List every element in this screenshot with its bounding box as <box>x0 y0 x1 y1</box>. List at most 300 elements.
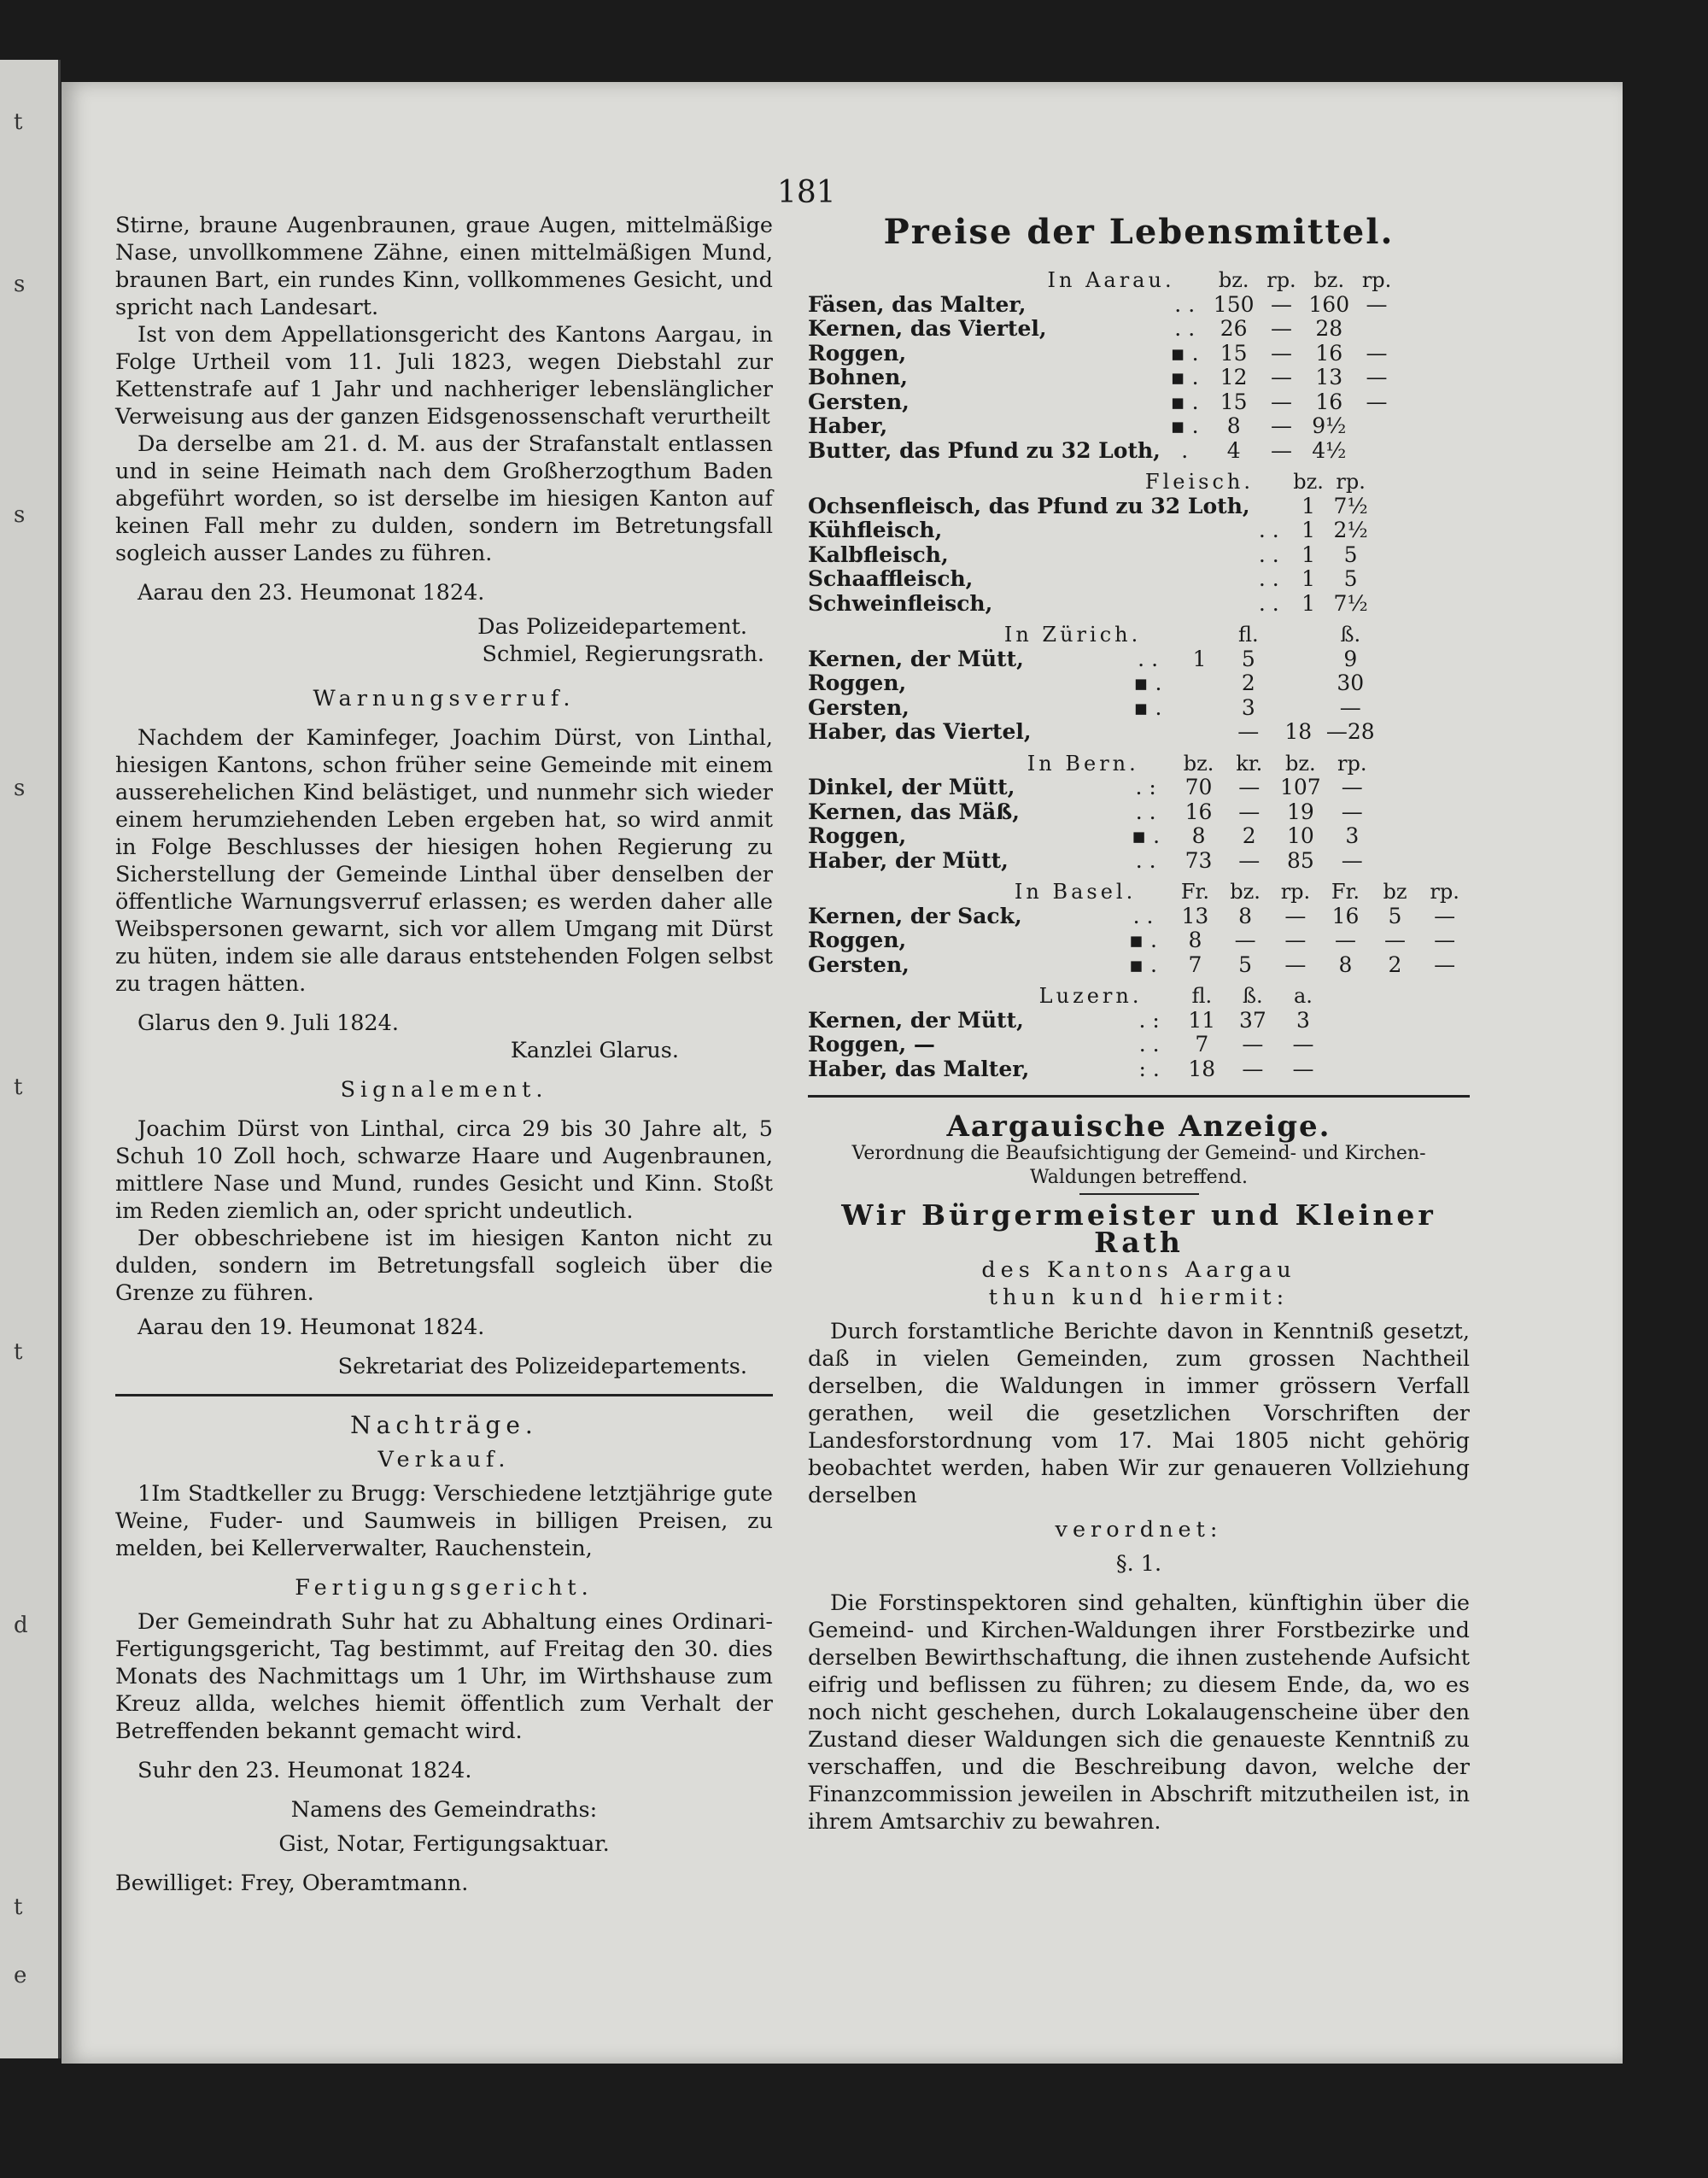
price-value <box>1423 1009 1470 1033</box>
price-value <box>1435 317 1470 342</box>
price-value: — <box>1284 903 1307 928</box>
price-unit <box>1435 261 1470 293</box>
decree-intro: Durch forstamtliche Berichte davon in Kenntniß gesetzt, daß in vielen Gemeinden, zum grossen Nachtheil derselben, die Waldungen in immer grössern Verfall gerathen, weil die gesetzlichen Vorschriften der Landesforstordnung vom 17. Mai 1805 nicht gehörig beobachtet werden, haben Wir zur genaueren Vollziehung derselben <box>808 1319 1470 1508</box>
price-value <box>1423 1033 1470 1057</box>
fertigung-heading: Fertigungsgericht. <box>295 1575 594 1601</box>
leader-dots: ▪ . <box>1170 389 1199 414</box>
price-unit <box>1328 977 1375 1009</box>
signature-line: Schmiel, Regierungsrath. <box>482 641 764 667</box>
price-value <box>1435 366 1470 390</box>
price-value: — <box>1237 719 1260 744</box>
price-item: Schweinfleisch, <box>808 590 993 616</box>
price-unit: rp. <box>1337 751 1367 776</box>
price-value: 2 <box>1241 670 1255 695</box>
price-location: Luzern. <box>1038 984 1143 1008</box>
price-value: — <box>1341 775 1363 799</box>
leader-dots <box>1120 720 1175 745</box>
price-value: 2½ <box>1333 518 1368 542</box>
price-value <box>1435 390 1470 415</box>
signalement-heading: Signalement. <box>340 1077 548 1103</box>
price-value <box>1424 849 1470 874</box>
price-value <box>1396 592 1420 617</box>
price-value: — <box>1434 903 1456 928</box>
price-value: — <box>1341 847 1363 873</box>
price-value <box>1273 647 1324 672</box>
price-value: 13 <box>1181 903 1209 928</box>
price-value <box>1378 849 1424 874</box>
price-value: 4½ <box>1312 437 1347 463</box>
price-value: —28 <box>1325 719 1375 744</box>
price-value <box>1372 592 1396 617</box>
price-value: — <box>1383 928 1406 952</box>
leader-dots: . . <box>1258 566 1279 591</box>
price-value <box>1378 824 1424 849</box>
price-value: 5 <box>1238 951 1253 977</box>
price-value: 7 <box>1188 951 1202 977</box>
price-value: — <box>1341 799 1363 824</box>
price-value: 1 <box>1192 646 1207 671</box>
price-value: 3 <box>1241 694 1255 720</box>
price-row <box>808 953 1470 978</box>
price-unit: rp. <box>1266 268 1296 292</box>
price-value: 9½ <box>1312 413 1347 438</box>
price-value <box>1424 776 1470 800</box>
price-item: Roggen, — <box>808 1032 935 1057</box>
price-unit: fl. <box>1237 623 1259 647</box>
price-value <box>1445 495 1470 519</box>
price-value <box>1435 342 1470 366</box>
decree-heading: thun kund hiermit: <box>988 1285 1290 1310</box>
price-value: 73 <box>1184 847 1213 873</box>
warning-heading: Warnungsverruf. <box>313 686 576 711</box>
fertigung-paragraph: Der Gemeindrath Suhr hat zu Abhaltung eines Ordinari-Fertigungsgericht, Tag bestimmt, auf Freitag den 30. dies Monats des Nachmittags um 1 Uhr, im Wirthshause zum Kreuz allda, welches hiemit öffentlich zum Verhalt der Betreffenden bekannt gemacht wird. <box>115 1609 773 1744</box>
price-value <box>1378 800 1424 825</box>
leader-dots: . . <box>1138 1032 1160 1057</box>
leader-dots: ▪ . <box>1170 413 1199 438</box>
signature-line: Kanzlei Glarus. <box>510 1038 679 1063</box>
price-value <box>1378 671 1424 696</box>
price-value <box>1378 720 1424 745</box>
signature-line: Sekretariat des Polizeidepartements. <box>337 1354 747 1379</box>
price-unit <box>1423 977 1470 1009</box>
price-value: 5 <box>1343 542 1358 567</box>
price-value: — <box>1292 1056 1314 1081</box>
price-unit: bz. <box>1313 268 1345 292</box>
price-table-header <box>808 616 1470 647</box>
price-row <box>808 1033 1470 1057</box>
price-value: 8 <box>1238 903 1253 928</box>
price-value: 19 <box>1286 799 1314 824</box>
leader-dots: ▪ . <box>1129 951 1157 977</box>
price-value <box>1423 1057 1470 1082</box>
price-unit: rp. <box>1430 880 1459 904</box>
left-edge-char: e <box>14 1963 27 1988</box>
leader-dots: . . <box>1132 903 1154 928</box>
price-value: 16 <box>1315 340 1343 366</box>
price-value <box>1396 567 1420 592</box>
price-value <box>1328 1033 1375 1057</box>
price-value: — <box>1234 928 1256 952</box>
price-table-fleisch <box>808 463 1470 616</box>
price-value: 85 <box>1286 847 1314 873</box>
price-value <box>1421 518 1445 543</box>
leader-dots <box>1250 495 1288 519</box>
price-row <box>808 317 1470 342</box>
price-value: 1 <box>1301 542 1316 567</box>
price-value <box>1175 671 1224 696</box>
price-item: Gersten, <box>808 694 910 720</box>
price-row <box>808 824 1470 849</box>
price-unit: a. <box>1293 984 1313 1008</box>
price-value <box>1396 543 1420 568</box>
price-item: Bohnen, <box>808 365 908 389</box>
price-item: Schaaffleisch, <box>808 566 974 591</box>
price-row <box>808 439 1470 464</box>
price-location: In Basel. <box>1014 880 1137 904</box>
price-value <box>1424 800 1470 825</box>
price-value <box>1372 495 1396 519</box>
section-number: §. 1. <box>1115 1551 1162 1577</box>
price-item: Roggen, <box>808 823 907 848</box>
price-unit: bz. <box>1218 268 1249 292</box>
price-value: 70 <box>1184 775 1213 799</box>
price-value: 5 <box>1241 646 1255 671</box>
price-item: Ochsenfleisch, das Pfund zu 32 Loth, <box>808 493 1250 518</box>
price-table-bern <box>808 745 1470 874</box>
price-value: 7 <box>1195 1032 1209 1057</box>
price-unit: bz. <box>1293 470 1324 494</box>
price-item: Kernen, der Sack, <box>808 903 1022 928</box>
price-value <box>1424 647 1470 672</box>
price-value: — <box>1434 951 1456 977</box>
price-row <box>808 567 1470 592</box>
price-row <box>808 720 1470 745</box>
price-value <box>1445 543 1470 568</box>
price-value <box>1421 567 1445 592</box>
dateline: Glarus den 9. Juli 1824. <box>137 1010 399 1036</box>
price-unit <box>1445 463 1470 495</box>
price-value: 28 <box>1315 316 1343 341</box>
price-value <box>1396 495 1420 519</box>
price-row <box>808 849 1470 874</box>
price-row <box>808 495 1470 519</box>
price-value: — <box>1238 799 1261 824</box>
price-unit: bz. <box>1183 751 1214 776</box>
dateline: Suhr den 23. Heumonat 1824. <box>137 1758 472 1783</box>
left-edge-char: s <box>14 776 26 801</box>
section-divider <box>115 1394 773 1396</box>
price-value: 1 <box>1301 493 1316 518</box>
price-unit: Fr. <box>1180 880 1209 904</box>
price-value: 16 <box>1315 389 1343 414</box>
price-unit <box>1421 463 1445 495</box>
price-value <box>1273 696 1324 721</box>
leader-dots: . : <box>1138 1007 1160 1033</box>
price-unit: bz. <box>1285 751 1316 776</box>
price-value: — <box>1366 291 1388 317</box>
price-value <box>1354 317 1399 342</box>
price-table-header <box>808 463 1470 495</box>
price-unit <box>1396 463 1420 495</box>
price-table-zuerich <box>808 616 1470 745</box>
price-value <box>1400 293 1435 318</box>
price-value: — <box>1284 951 1307 977</box>
price-value <box>1435 439 1470 464</box>
price-value: 4 <box>1226 437 1241 463</box>
leader-dots: . . <box>1258 542 1279 567</box>
price-value: 18 <box>1188 1056 1216 1081</box>
price-value <box>1354 414 1399 439</box>
price-table-basel <box>808 873 1470 977</box>
left-edge-char: t <box>14 1339 23 1365</box>
price-value: 150 <box>1213 291 1255 317</box>
leader-dots: ▪ . <box>1170 365 1199 389</box>
price-row <box>808 647 1470 672</box>
price-value <box>1445 518 1470 543</box>
price-row <box>808 928 1470 953</box>
price-value <box>1354 439 1399 464</box>
price-value: 8 <box>1226 413 1241 438</box>
price-value <box>1273 671 1324 696</box>
price-unit <box>1273 616 1324 647</box>
price-value: — <box>1242 1056 1264 1081</box>
price-value: 37 <box>1238 1007 1266 1033</box>
notice-subtitle: Waldungen betreffend. <box>1030 1167 1248 1188</box>
leader-dots: ▪ . <box>1133 694 1162 720</box>
price-value <box>1424 720 1470 745</box>
signalement-paragraph: Der obbeschriebene ist im hiesigen Kanton nicht zu dulden, sondern im Betretungsfall sogleich über die Grenze zu führen. <box>115 1226 773 1306</box>
leader-dots: . . <box>1174 316 1196 341</box>
price-item: Roggen, <box>808 928 907 952</box>
price-row <box>808 905 1470 929</box>
left-edge-char: t <box>14 1894 23 1920</box>
leader-dots: . . <box>1135 799 1156 824</box>
verdict-paragraph: Ist von dem Appellationsgericht des Kantons Aargau, in Folge Urtheil vom 11. Juli 1823, wegen Diebstahl zur Kettenstrafe auf 1 Jahr und nachheriger lebenslänglicher Verweisung aus der ganzen Eidsgenossenschaft verurtheilt <box>115 322 773 430</box>
price-row <box>808 390 1470 415</box>
price-value <box>1175 720 1224 745</box>
price-value: 3 <box>1296 1007 1310 1033</box>
price-value <box>1396 518 1420 543</box>
price-unit: ß. <box>1243 984 1263 1008</box>
price-value: 160 <box>1308 291 1350 317</box>
left-edge-char: t <box>14 109 23 135</box>
price-item: Gersten, <box>808 951 910 977</box>
price-value <box>1376 1057 1423 1082</box>
price-value: 9 <box>1343 646 1358 671</box>
price-location: In Aarau. <box>1047 268 1175 292</box>
price-row <box>808 1009 1470 1033</box>
price-value <box>1400 390 1435 415</box>
price-value <box>1421 495 1445 519</box>
left-page-strip <box>0 60 61 2058</box>
price-value: — <box>1270 413 1292 438</box>
verkauf-heading: Verkauf. <box>377 1447 511 1472</box>
price-value: 1 <box>1301 590 1316 616</box>
price-value: 107 <box>1280 775 1321 799</box>
price-value: 1 <box>1301 566 1316 591</box>
price-value <box>1175 696 1224 721</box>
description-continuation: Stirne, braune Augenbraunen, graue Augen, mittelmäßige Nase, unvollkommene Zähne, einen mittelmäßigen Mund, braunen Bart, ein rundes Kinn, vollkommenes Gesicht, und spricht nach Landesart. <box>115 213 773 320</box>
section-paragraph: Die Forstinspektoren sind gehalten, künftighin über die Gemeind- und Kirchen-Waldungen ihrer Forstbezirke und derselben Bewirthschaftung, die ihnen zustehende Aufsicht eifrig und beflissen zu führen; zu diesem Ende, da, wo es noch nicht geschehen, durch Lokalaugenscheine über den Zustand dieser Waldungen sich die genaueste Kenntniß zu verschaffen, und die Beschreibung davon, welche der Finanzcommission jeweilen in Abschrift mitzutheilen ist, in ihrem Amtsarchiv zu bewahren. <box>808 1590 1470 1835</box>
price-row <box>808 671 1470 696</box>
dateline: Aarau den 23. Heumonat 1824. <box>137 580 485 606</box>
price-item: Butter, das Pfund zu 32 Loth, <box>808 437 1161 463</box>
price-value <box>1372 518 1396 543</box>
price-unit <box>1372 463 1396 495</box>
price-value: — <box>1339 694 1361 720</box>
price-table-aarau <box>808 261 1470 463</box>
price-value <box>1376 1033 1423 1057</box>
price-location: Fleisch. <box>1144 470 1254 494</box>
price-value: 8 <box>1188 928 1202 952</box>
price-value: — <box>1270 365 1292 389</box>
price-unit: ß. <box>1340 623 1361 647</box>
price-unit: bz <box>1383 880 1407 904</box>
left-edge-char: s <box>14 272 26 297</box>
price-item: Haber, das Viertel, <box>808 719 1032 744</box>
price-item: Kernen, der Mütt, <box>808 1007 1024 1033</box>
price-value: — <box>1238 775 1261 799</box>
price-value <box>1378 647 1424 672</box>
price-value <box>1421 592 1445 617</box>
price-row <box>808 366 1470 390</box>
left-column <box>115 212 773 1897</box>
signalement-paragraph: Joachim Dürst von Linthal, circa 29 bis 30 Jahre alt, 5 Schuh 10 Zoll hoch, schwarze Haare und Augenbraunen, mittlere Nase und Mund, rundes Gesicht und Kinn. Stoßt im Reden ziemlich an, oder spricht undeutlich. <box>115 1116 773 1224</box>
leader-dots: . <box>1181 437 1189 463</box>
price-table-luzern <box>808 977 1470 1081</box>
price-value: 2 <box>1388 951 1402 977</box>
notice-subtitle: Verordnung die Beaufsichtigung der Gemeind- und Kirchen- <box>851 1143 1426 1164</box>
price-unit: bz. <box>1230 880 1261 904</box>
signature-line: Gist, Notar, Fertigungsaktuar. <box>278 1831 610 1857</box>
price-item: Fäsen, das Malter, <box>808 291 1027 317</box>
price-value: — <box>1242 1032 1264 1057</box>
price-row <box>808 1057 1470 1082</box>
price-value: 16 <box>1184 799 1213 824</box>
leader-dots: . . <box>1174 291 1196 317</box>
price-item: Haber, <box>808 413 888 438</box>
verkauf-paragraph: 1Im Stadtkeller zu Brugg: Verschiedene letztjährige gute Weine, Fuder- und Saumweis in billigen Preisen, zu melden, bei Kellerverwalter, Rauchenstein, <box>115 1481 773 1561</box>
price-row <box>808 543 1470 568</box>
price-unit <box>1376 977 1423 1009</box>
price-value: 18 <box>1284 719 1313 744</box>
price-value: 16 <box>1331 903 1360 928</box>
price-value: 3 <box>1345 823 1360 848</box>
leader-dots: : . <box>1138 1056 1160 1081</box>
price-value: 5 <box>1343 566 1358 591</box>
price-unit: Fr. <box>1331 880 1360 904</box>
price-value: 30 <box>1337 670 1365 695</box>
signature-line: Das Polizeidepartement. <box>477 614 747 640</box>
price-value <box>1378 696 1424 721</box>
price-value: — <box>1366 389 1388 414</box>
leader-dots: ▪ . <box>1129 928 1157 952</box>
price-item: Gersten, <box>808 389 910 414</box>
price-value: — <box>1434 928 1456 952</box>
prices-title: Preise der Lebensmittel. <box>883 212 1395 252</box>
price-value <box>1424 696 1470 721</box>
price-value <box>1400 317 1435 342</box>
price-row <box>808 518 1470 543</box>
price-value: 11 <box>1188 1007 1216 1033</box>
price-item: Kalbfleisch, <box>808 542 949 567</box>
price-value: — <box>1270 437 1292 463</box>
price-row <box>808 696 1470 721</box>
leader-dots: . . <box>1138 646 1159 671</box>
leader-dots: . . <box>1135 847 1156 873</box>
price-item: Haber, das Malter, <box>808 1056 1030 1081</box>
price-value: 8 <box>1191 823 1206 848</box>
price-value: — <box>1270 291 1292 317</box>
price-row <box>808 776 1470 800</box>
notice-title: Aargauische Anzeige. <box>946 1109 1331 1144</box>
left-edge-char: s <box>14 502 26 528</box>
price-value <box>1445 567 1470 592</box>
price-value: — <box>1334 928 1356 952</box>
leader-dots: ▪ . <box>1133 670 1162 695</box>
price-value: 1 <box>1301 518 1316 542</box>
price-unit: rp. <box>1280 880 1311 904</box>
price-row <box>808 592 1470 617</box>
price-row <box>808 414 1470 439</box>
price-value: — <box>1366 340 1388 366</box>
price-value <box>1328 1057 1375 1082</box>
price-value: — <box>1270 316 1292 341</box>
price-location: In Zürich. <box>1003 623 1142 647</box>
price-value <box>1372 543 1396 568</box>
decree-verordnet: verordnet: <box>1055 1517 1223 1543</box>
price-value <box>1421 543 1445 568</box>
short-divider <box>1079 1193 1199 1195</box>
price-item: Dinkel, der Mütt, <box>808 775 1015 799</box>
price-row <box>808 342 1470 366</box>
price-value <box>1400 439 1435 464</box>
price-value: 10 <box>1286 823 1314 848</box>
page-number: 181 <box>777 175 836 210</box>
price-value <box>1376 1009 1423 1033</box>
price-value <box>1435 293 1470 318</box>
price-unit <box>1424 745 1470 776</box>
price-item: Kernen, der Mütt, <box>808 646 1024 671</box>
price-unit: rp. <box>1361 268 1392 292</box>
price-unit: kr. <box>1236 751 1263 776</box>
section-divider <box>808 1095 1470 1098</box>
price-item: Kernen, das Viertel, <box>808 316 1047 341</box>
price-value: 8 <box>1338 951 1353 977</box>
price-value: — <box>1270 389 1292 414</box>
right-column <box>808 214 1470 1835</box>
price-value <box>1328 1009 1375 1033</box>
dateline: Aarau den 19. Heumonat 1824. <box>137 1314 485 1340</box>
price-row <box>808 293 1470 318</box>
leader-dots: . . <box>1258 590 1279 616</box>
price-value <box>1400 342 1435 366</box>
price-unit <box>1175 616 1224 647</box>
price-item: Haber, der Mütt, <box>808 847 1009 873</box>
leader-dots: ▪ . <box>1170 340 1199 366</box>
price-tables <box>808 261 1470 1081</box>
price-value: — <box>1284 928 1307 952</box>
price-unit <box>1378 616 1424 647</box>
price-value: — <box>1270 340 1292 366</box>
nachtraege-heading: Nachträge. <box>350 1411 538 1439</box>
price-value: 13 <box>1315 365 1343 389</box>
price-value: 5 <box>1388 903 1402 928</box>
warning-paragraph: Nachdem der Kaminfeger, Joachim Dürst, von Linthal, hiesigen Kantons, schon früher seine Gemeinde mit einem ausserehelichen Kind belästiget, und nunmehr sich wieder einem herumziehenden Leben ergeben hat, so wird anmit in Folge Beschlusses der hiesigen hohen Regierung zu Sicherstellung der Gemeinde Linthal über denselben der öffentliche Warnungsverruf erlassen; es werden daher alle Weibspersonen gewarnt, sich vor allem Umgang mit Dürst zu hüten, indem sie alle daraus entstehenden Folgen selbst zu tragen hätten. <box>115 725 773 997</box>
price-value: 15 <box>1220 340 1248 366</box>
price-unit: fl. <box>1191 984 1213 1008</box>
price-value: — <box>1366 365 1388 389</box>
